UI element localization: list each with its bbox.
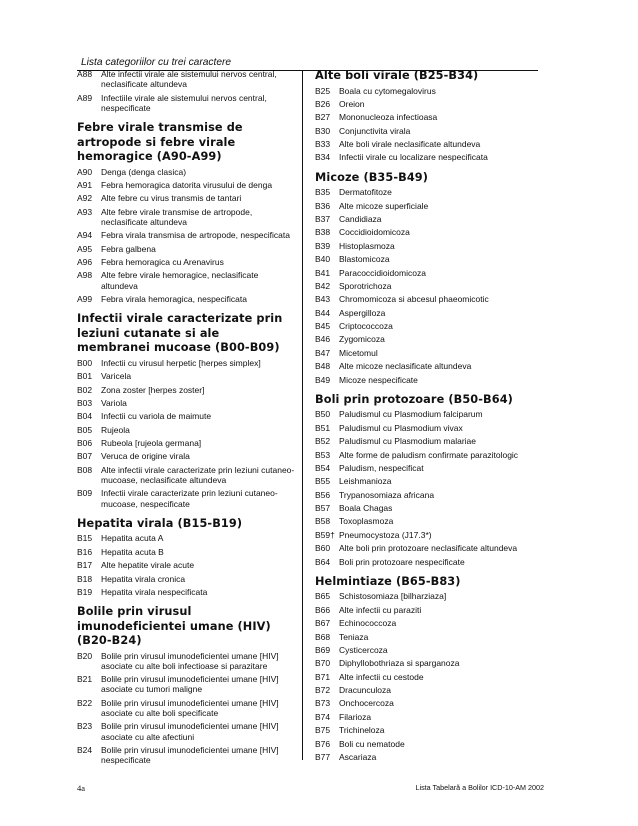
category-entry <box>315 254 540 264</box>
category-entry <box>315 126 540 136</box>
category-entry <box>315 436 540 446</box>
category-entry <box>77 257 295 267</box>
category-entry <box>77 93 295 113</box>
category-code: B75 <box>315 725 331 736</box>
category-entry <box>315 281 540 291</box>
category-description: Bolile prin virusul imunodeficientei umane [HIV] asociate cu alte afectiuni <box>101 721 279 742</box>
category-block <box>77 312 295 509</box>
category-code: B56 <box>315 489 331 500</box>
category-description: Dermatofitoze <box>339 187 392 198</box>
category-code: A98 <box>77 270 93 281</box>
category-description: Trypanosomiaza africana <box>339 489 435 500</box>
category-entry <box>77 371 295 381</box>
category-description: Micoze nespecificate <box>339 374 418 385</box>
category-description: Febra galbena <box>101 243 156 254</box>
category-code: B20 <box>77 650 93 661</box>
category-description: Febra hemoragica cu Arenavirus <box>101 257 224 268</box>
category-entry <box>77 270 295 290</box>
page-number: 4a <box>77 783 86 793</box>
category-description: Trichineloza <box>339 725 385 736</box>
category-code: B46 <box>315 334 331 345</box>
category-code: B00 <box>77 357 93 368</box>
category-entry <box>315 739 540 749</box>
category-description: Febra virala hemoragica, nespecificata <box>101 294 247 305</box>
block-heading: Alte boli virale (B25-B34) <box>315 69 479 82</box>
category-code: A91 <box>77 179 93 190</box>
category-entry <box>77 465 295 485</box>
category-code: B67 <box>315 618 331 629</box>
category-block <box>77 517 295 597</box>
category-entry <box>77 193 295 203</box>
category-entry <box>315 214 540 224</box>
category-entry <box>315 361 540 371</box>
category-description: Criptococcoza <box>339 321 393 332</box>
category-code: B64 <box>315 556 331 567</box>
category-code: B23 <box>77 721 93 732</box>
category-entry <box>315 490 540 500</box>
category-entry <box>315 268 540 278</box>
category-block <box>77 605 295 765</box>
category-code: B09 <box>77 488 93 499</box>
category-code: B16 <box>77 546 93 557</box>
block-heading: Bolile prin virusul imunodeficientei umane (HIV) (B20-B24) <box>77 605 271 648</box>
category-description: Alte forme de paludism confirmate parazitologic <box>339 449 519 460</box>
category-block <box>77 121 295 304</box>
category-entry <box>77 438 295 448</box>
category-description: Infectii cu variola de maimute <box>101 411 212 422</box>
category-block <box>315 575 540 762</box>
category-code: B55 <box>315 476 331 487</box>
category-code: B65 <box>315 591 331 602</box>
category-code: B49 <box>315 374 331 385</box>
category-description: Paludismul cu Plasmodium falciparum <box>339 409 483 420</box>
category-description: Infectii virale cu localizare nespecificata <box>339 152 488 163</box>
category-code: B57 <box>315 503 331 514</box>
category-code: B15 <box>77 533 93 544</box>
category-description: Alte infectii cu paraziti <box>339 604 422 615</box>
category-block <box>315 393 540 567</box>
category-entry <box>315 672 540 682</box>
category-entry <box>77 721 295 741</box>
category-description: Alte infectii virale caracterizate prin leziuni cutaneo-mucoase, neclasificate altundeva <box>101 464 295 486</box>
category-entry <box>315 645 540 655</box>
category-code: B02 <box>77 384 93 395</box>
category-code: B52 <box>315 436 331 447</box>
category-entry <box>77 385 295 395</box>
category-code: B72 <box>315 685 331 696</box>
category-description: Alte micoze neclasificate altundeva <box>339 361 472 372</box>
category-code: B27 <box>315 112 331 123</box>
category-entry <box>315 227 540 237</box>
category-description: Pneumocystoza (J17.3*) <box>339 529 432 540</box>
category-description: Alte infectii cu cestode <box>339 671 424 682</box>
category-description: Teniaza <box>339 631 369 642</box>
category-description: Infectii cu virusul herpetic [herpes simplex] <box>101 357 261 368</box>
category-description: Chromomicoza si abcesul phaeomicotic <box>339 294 489 305</box>
category-code: A94 <box>77 230 93 241</box>
category-description: Boala cu cytomegalovirus <box>339 85 436 96</box>
category-description: Candidiaza <box>339 213 382 224</box>
category-entry <box>77 698 295 718</box>
category-entry <box>77 674 295 694</box>
category-description: Zygomicoza <box>339 334 385 345</box>
category-code: B25 <box>315 85 331 96</box>
category-description: Hepatita acuta A <box>101 533 164 544</box>
category-description: Alte febre virale hemoragice, neclasificate altundeva <box>101 270 259 291</box>
category-entry <box>315 530 540 540</box>
category-entry <box>315 241 540 251</box>
category-code: A89 <box>77 92 93 103</box>
category-code: B35 <box>315 187 331 198</box>
category-description: Zona zoster [herpes zoster] <box>101 384 205 395</box>
category-entry <box>77 411 295 421</box>
category-code: B50 <box>315 409 331 420</box>
footer-document-title: Lista Tabelară a Bolilor ICD-10-AM 2002 <box>415 783 544 792</box>
category-code: B40 <box>315 254 331 265</box>
category-code: A96 <box>77 257 93 268</box>
category-code: B08 <box>77 464 93 475</box>
category-code: B07 <box>77 451 93 462</box>
category-entry <box>315 308 540 318</box>
category-description: Alte febre cu virus transmis de tantari <box>101 193 242 204</box>
category-entry <box>77 398 295 408</box>
category-code: B19 <box>77 586 93 597</box>
category-description: Oreion <box>339 98 365 109</box>
category-description: Filarioza <box>339 711 372 722</box>
category-entry <box>77 230 295 240</box>
category-entry <box>315 334 540 344</box>
category-description: Sporotrichoza <box>339 280 392 291</box>
category-code: B69 <box>315 644 331 655</box>
category-description: Paracoccidioidomicoza <box>339 267 426 278</box>
category-code: A90 <box>77 166 93 177</box>
category-description: Histoplasmoza <box>339 240 395 251</box>
category-entry <box>315 476 540 486</box>
category-entry <box>77 745 295 765</box>
category-block <box>315 69 540 163</box>
category-entry <box>315 152 540 162</box>
category-block <box>315 171 540 385</box>
category-code: B30 <box>315 125 331 136</box>
category-block <box>77 69 295 113</box>
category-description: Toxoplasmoza <box>339 516 394 527</box>
block-heading: Boli prin protozoare (B50-B64) <box>315 392 513 406</box>
category-entry <box>315 375 540 385</box>
category-entry <box>315 409 540 419</box>
category-entry <box>77 651 295 671</box>
category-entry <box>315 423 540 433</box>
block-heading: Hepatita virala (B15-B19) <box>77 516 243 530</box>
category-entry <box>315 725 540 735</box>
category-code: B51 <box>315 422 331 433</box>
category-code: B73 <box>315 698 331 709</box>
category-description: Bolile prin virusul imunodeficientei umane [HIV] asociate cu alte boli specificate <box>101 697 279 719</box>
category-entry <box>77 358 295 368</box>
category-code: B43 <box>315 294 331 305</box>
category-description: Alte boli prin protozoare neclasificate altundeva <box>339 543 518 554</box>
category-entry <box>315 187 540 197</box>
category-entry <box>315 321 540 331</box>
category-code: B18 <box>77 573 93 584</box>
category-entry <box>315 463 540 473</box>
category-entry <box>315 139 540 149</box>
category-description: Bolile prin virusul imunodeficientei umane [HIV] asociate cu alte boli infectioase si parazitare <box>101 650 279 671</box>
category-description: Veruca de origine virala <box>101 451 190 462</box>
category-entry <box>315 450 540 460</box>
category-entry <box>77 451 295 461</box>
block-heading: Helmintiaze (B65-B83) <box>315 574 461 588</box>
category-description: Varicela <box>101 371 132 382</box>
category-entry <box>77 488 295 508</box>
category-description: Dracunculoza <box>339 685 391 696</box>
category-entry <box>315 201 540 211</box>
category-description: Mononucleoza infectioasa <box>339 112 438 123</box>
category-code: B71 <box>315 671 331 682</box>
category-entry <box>315 605 540 615</box>
column-divider <box>302 70 303 760</box>
category-code: B76 <box>315 738 331 749</box>
category-code: B42 <box>315 280 331 291</box>
category-code: B47 <box>315 347 331 358</box>
category-description: Bolile prin virusul imunodeficientei umane [HIV] nespecificate <box>101 745 279 766</box>
category-description: Boala Chagas <box>339 503 393 514</box>
category-description: Leishmanioza <box>339 476 392 487</box>
category-description: Cysticercoza <box>339 644 388 655</box>
block-heading: Febre virale transmise de artropode si febre virale hemoragice (A90-A99) <box>77 121 243 163</box>
category-code: B74 <box>315 711 331 722</box>
category-entry <box>315 658 540 668</box>
category-entry <box>77 244 295 254</box>
category-code: B22 <box>77 697 93 708</box>
category-code: B17 <box>77 560 93 571</box>
category-code: B36 <box>315 200 331 211</box>
category-description: Febra hemoragica datorita virusului de denga <box>101 179 273 190</box>
category-entry <box>315 112 540 122</box>
category-description: Variola <box>101 397 127 408</box>
category-code: B70 <box>315 658 331 669</box>
category-code: B33 <box>315 139 331 150</box>
category-code: B39 <box>315 240 331 251</box>
category-description: Boli cu nematode <box>339 738 405 749</box>
category-entry <box>315 618 540 628</box>
category-code: B53 <box>315 449 331 460</box>
category-entry <box>315 752 540 762</box>
category-code: B21 <box>77 674 93 685</box>
category-description: Paludism, nespecificat <box>339 462 424 473</box>
category-entry <box>315 557 540 567</box>
category-description: Micetomul <box>339 347 378 358</box>
category-description: Paludismul cu Plasmodium malariae <box>339 436 477 447</box>
category-description: Hepatita virala cronica <box>101 573 186 584</box>
category-code: A95 <box>77 243 93 254</box>
category-entry <box>77 574 295 584</box>
category-description: Alte febre virale transmise de artropode, neclasificate altundeva <box>101 206 253 227</box>
category-description: Schistosomiaza [bilharziaza] <box>339 591 447 602</box>
category-entry <box>315 294 540 304</box>
category-code: B03 <box>77 397 93 408</box>
category-entry <box>315 86 540 96</box>
category-description: Boli prin protozoare nespecificate <box>339 556 465 567</box>
category-description: Onchocercoza <box>339 698 394 709</box>
category-code: B01 <box>77 371 93 382</box>
category-code: A93 <box>77 206 93 217</box>
category-entry <box>315 503 540 513</box>
category-code: B04 <box>77 411 93 422</box>
category-code: B41 <box>315 267 331 278</box>
left-column <box>77 69 295 773</box>
category-entry <box>315 516 540 526</box>
category-description: Paludismul cu Plasmodium vivax <box>339 422 463 433</box>
category-description: Febra virala transmisa de artropode, nespecificata <box>101 230 290 241</box>
category-entry <box>77 69 295 89</box>
category-entry <box>77 180 295 190</box>
category-description: Infectiile virale ale sistemului nervos central, nespecificate <box>101 92 267 113</box>
category-code: B05 <box>77 424 93 435</box>
category-description: Hepatita acuta B <box>101 546 164 557</box>
category-code: B06 <box>77 438 93 449</box>
category-entry <box>77 533 295 543</box>
category-code: B58 <box>315 516 331 527</box>
category-description: Aspergilloza <box>339 307 386 318</box>
category-code: B48 <box>315 361 331 372</box>
category-entry <box>77 167 295 177</box>
category-code: B24 <box>77 745 93 755</box>
category-entry <box>315 685 540 695</box>
category-description: Hepatita virala nespecificata <box>101 586 208 597</box>
category-description: Echinococcoza <box>339 618 397 629</box>
category-description: Conjunctivita virala <box>339 125 411 136</box>
category-entry <box>315 591 540 601</box>
category-description: Alte boli virale neclasificate altundeva <box>339 139 481 150</box>
category-description: Bolile prin virusul imunodeficientei umane [HIV] asociate cu tumori maligne <box>101 674 279 695</box>
category-code: B38 <box>315 227 331 238</box>
category-description: Coccidioidomicoza <box>339 227 410 238</box>
category-entry <box>315 99 540 109</box>
category-code: B45 <box>315 321 331 332</box>
category-entry <box>77 560 295 570</box>
category-code: B26 <box>315 98 331 109</box>
category-description: Rubeola [rujeola germana] <box>101 438 202 449</box>
category-entry <box>315 543 540 553</box>
category-entry <box>77 425 295 435</box>
category-entry <box>315 698 540 708</box>
category-code: B68 <box>315 631 331 642</box>
category-entry <box>77 207 295 227</box>
category-entry <box>77 294 295 304</box>
category-description: Rujeola <box>101 424 130 435</box>
block-heading: Micoze (B35-B49) <box>315 170 429 184</box>
category-entry <box>315 348 540 358</box>
category-description: Diphyllobothriaza si sparganoza <box>339 658 460 669</box>
category-description: Denga (denga clasica) <box>101 166 187 177</box>
category-code: A88 <box>77 69 93 79</box>
category-description: Alte hepatite virale acute <box>101 560 195 571</box>
category-entry <box>315 712 540 722</box>
category-code: B44 <box>315 307 331 318</box>
category-entry <box>77 547 295 557</box>
category-code: A99 <box>77 294 93 305</box>
category-code: B37 <box>315 213 331 224</box>
running-header-title: Lista categoriilor cu trei caractere <box>81 57 232 68</box>
category-entry <box>77 587 295 597</box>
category-code: B66 <box>315 604 331 615</box>
category-description: Alte infectii virale ale sistemului nervos central, neclasificate altundeva <box>101 69 277 90</box>
category-description: Alte micoze superficiale <box>339 200 429 211</box>
block-heading: Infectii virale caracterizate prin leziuni cutanate si ale membranei mucoase (B00-B09) <box>77 312 283 355</box>
category-description: Ascariaza <box>339 752 377 763</box>
category-code: B60 <box>315 543 331 554</box>
category-code: B59† <box>315 529 335 540</box>
category-description: Blastomicoza <box>339 254 390 265</box>
right-column <box>315 69 540 770</box>
category-code: A92 <box>77 193 93 204</box>
category-code: B54 <box>315 462 331 473</box>
category-entry <box>315 632 540 642</box>
category-code: B34 <box>315 152 331 163</box>
category-description: Infectii virale caracterizate prin leziuni cutaneo-mucoase, nespecificate <box>101 488 278 509</box>
category-code: B77 <box>315 752 331 763</box>
